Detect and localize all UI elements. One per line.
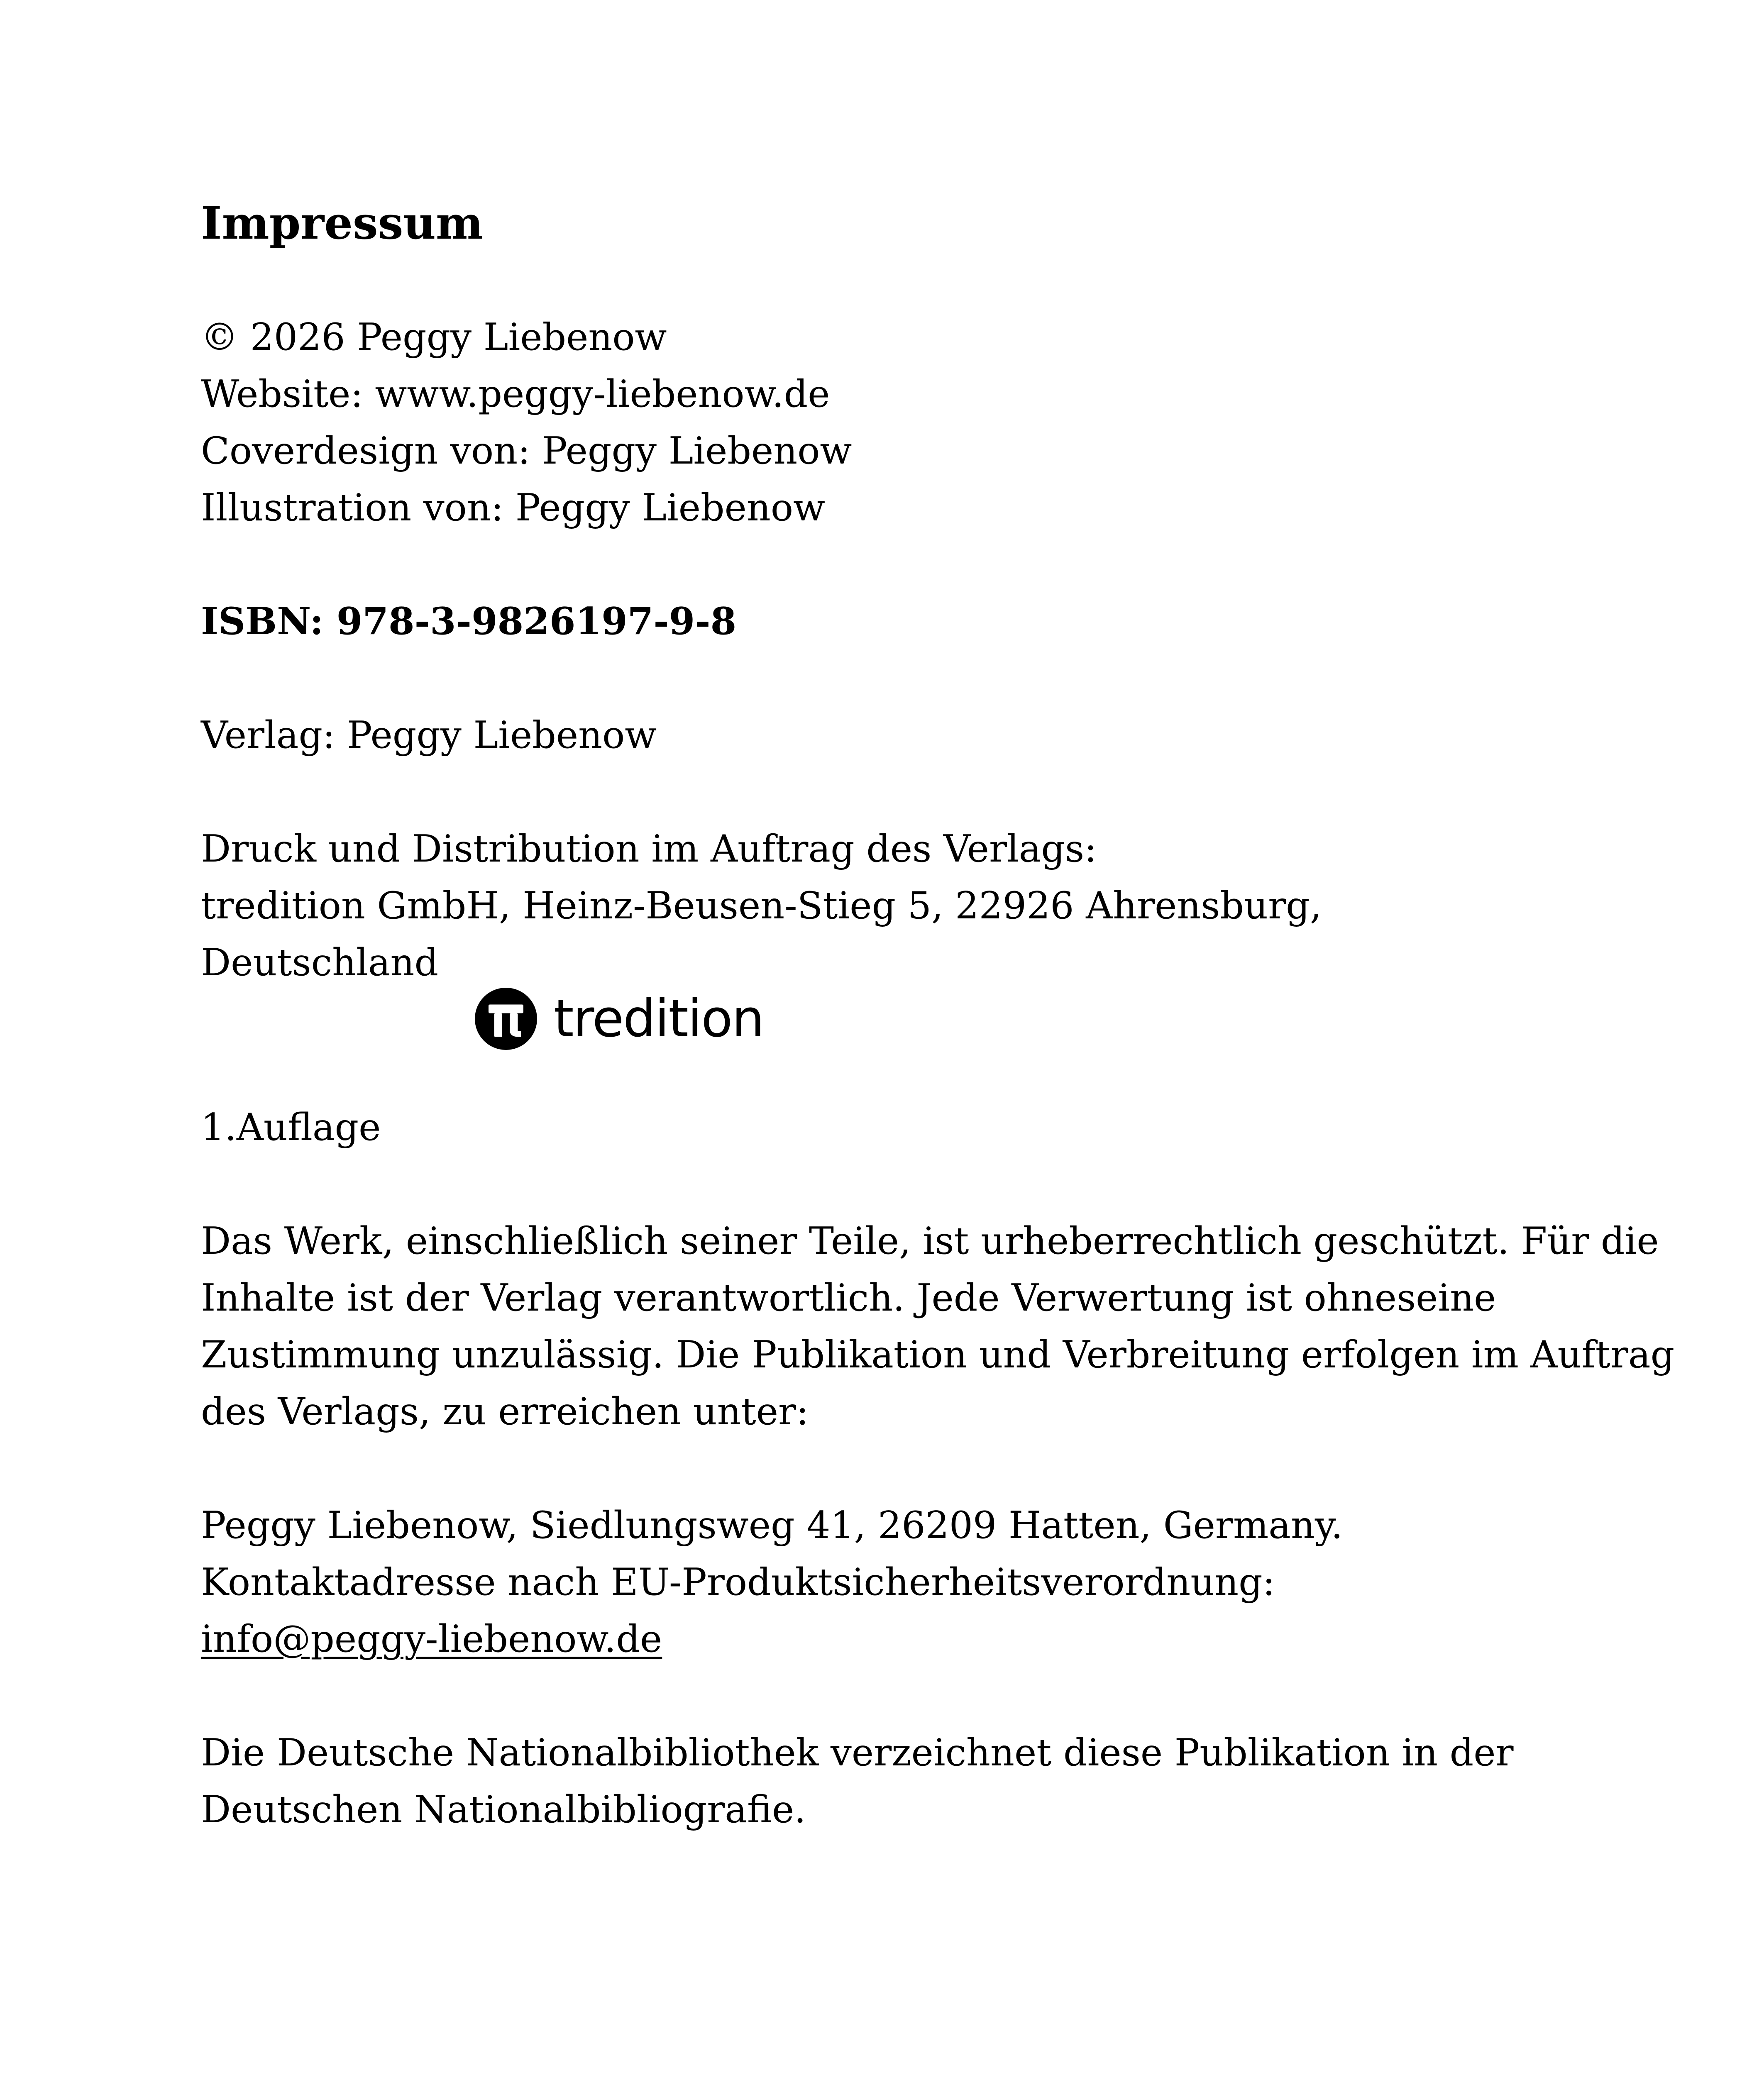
- spacer: [201, 536, 1595, 593]
- credits-block: [201, 309, 1595, 536]
- contact-label: Kontaktadresse nach EU-Produktsicherheitsverordnung:: [201, 1560, 1275, 1604]
- cover-design-line: Coverdesign von: Peggy Liebenow: [201, 429, 852, 473]
- tredition-logo-area: [201, 991, 1595, 1074]
- contact-address: Peggy Liebenow, Siedlungsweg 41, 26209 Hatten, Germany.: [201, 1504, 1343, 1547]
- spacer: [201, 252, 1595, 309]
- page-title: Impressum: [201, 197, 484, 249]
- copyright-line: © 2026 Peggy Liebenow: [201, 315, 667, 359]
- spacer: [201, 1074, 1595, 1099]
- spacer: [201, 650, 1595, 707]
- printing-block: [201, 820, 1595, 991]
- rights-paragraph: [201, 1213, 1675, 1440]
- printing-line-2: tredition GmbH, Heinz-Beusen-Stieg 5, 22926 Ahrensburg,: [201, 884, 1322, 928]
- rights-line-4: des Verlags, zu erreichen unter:: [201, 1390, 809, 1433]
- tredition-logo: [475, 988, 764, 1050]
- printing-line-1: Druck und Distribution im Auftrag des Verlags:: [201, 827, 1097, 871]
- spacer: [201, 1667, 1595, 1724]
- dnb-line-2: Deutschen Nationalbibliografie.: [201, 1788, 806, 1831]
- rights-line-2: Inhalte ist der Verlag verantwortlich. Jede Verwertung ist ohneseine: [201, 1276, 1496, 1320]
- dnb-block: [201, 1724, 1595, 1838]
- illustration-line: Illustration von: Peggy Liebenow: [201, 486, 826, 530]
- edition-line: 1.Auflage: [201, 1106, 381, 1149]
- spacer: [201, 1440, 1595, 1497]
- spacer: [201, 764, 1595, 820]
- website-line: Website: www.peggy-liebenow.de: [201, 372, 830, 416]
- imprint-page: [201, 195, 1675, 1838]
- contact-email-link[interactable]: info@peggy-liebenow.de: [201, 1617, 662, 1661]
- isbn-line: ISBN: 978-3-9826197-9-8: [201, 599, 737, 643]
- publisher-line: Verlag: Peggy Liebenow: [201, 713, 657, 757]
- dnb-line-1: Die Deutsche Nationalbibliothek verzeichnet diese Publikation in der: [201, 1731, 1514, 1775]
- contact-email-line: [201, 1611, 1595, 1667]
- printing-line-3: Deutschland: [201, 941, 439, 984]
- rights-line-1: Das Werk, einschließlich seiner Teile, ist urheberrechtlich geschützt. Für die: [201, 1219, 1659, 1263]
- rights-line-3: Zustimmung unzulässig. Die Publikation und Verbreitung erfolgen im Auftrag: [201, 1333, 1675, 1377]
- tredition-logo-icon: [475, 988, 537, 1050]
- tredition-logo-text: tredition: [554, 989, 764, 1049]
- contact-block: [201, 1497, 1595, 1667]
- spacer: [201, 1156, 1595, 1213]
